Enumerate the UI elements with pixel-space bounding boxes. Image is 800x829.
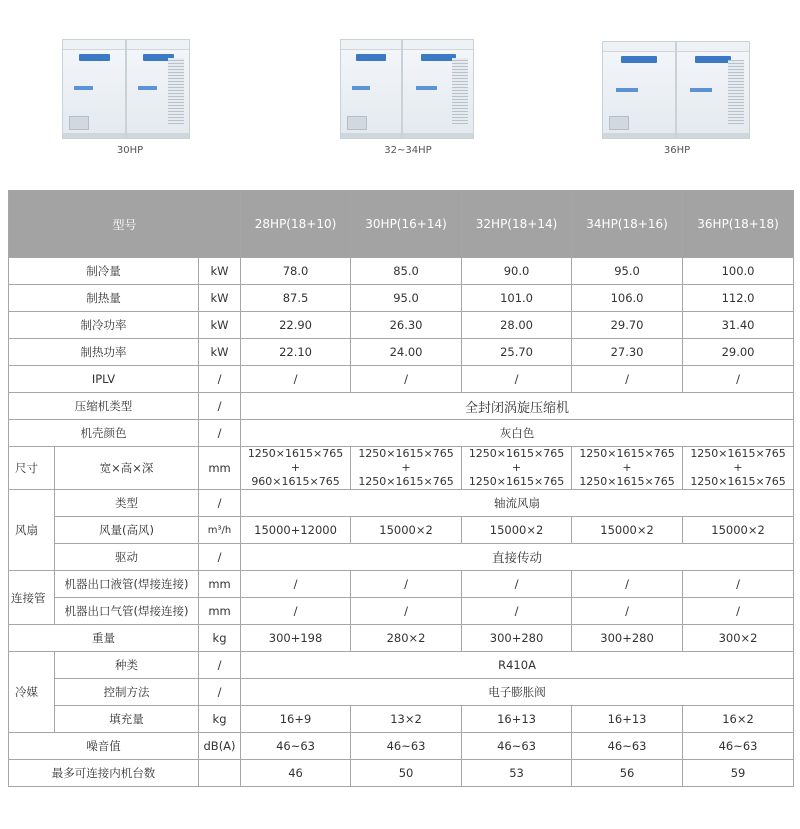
merged-cell: 轴流风扇 [241,490,794,517]
cell: 280×2 [351,625,462,652]
table-row [9,420,794,447]
category-label: 风扇 [9,490,55,571]
cell: 46 [241,760,351,787]
cell: 16+13 [572,706,683,733]
cell: 100.0 [683,258,794,285]
model-header-cell: 34HP(18+16) [572,191,683,258]
cell: 15000×2 [683,517,794,544]
cell: 78.0 [241,258,351,285]
cell: 46~63 [241,733,351,760]
dimension-cell: 1250×1615×765 + 1250×1615×765 [462,447,572,490]
product-label: 30HP [116,145,144,156]
row-label: 制热功率 [9,339,199,366]
row-label: 噪音值 [9,733,199,760]
cell: / [241,598,351,625]
row-unit: kg [199,625,241,652]
row-label: 宽×高×深 [55,447,199,490]
cell: 27.30 [572,339,683,366]
cell: 31.40 [683,312,794,339]
cell: / [683,366,794,393]
cell: 13×2 [351,706,462,733]
cell: / [351,598,462,625]
cell: / [572,366,683,393]
cell: / [462,598,572,625]
category-label: 尺寸 [9,447,55,490]
cell: / [351,571,462,598]
cell: 59 [683,760,794,787]
cell: / [351,366,462,393]
cell: 22.90 [241,312,351,339]
row-label: 重量 [9,625,199,652]
cell: 46~63 [351,733,462,760]
row-unit: mm [199,598,241,625]
spec-table [8,190,794,787]
table-row [9,490,794,517]
product-32-34hp [340,24,475,139]
table-row [9,366,794,393]
cell: 15000×2 [462,517,572,544]
cell: 24.00 [351,339,462,366]
row-unit: / [199,652,241,679]
table-row [9,706,794,733]
row-label: 控制方法 [55,679,199,706]
cell: 26.30 [351,312,462,339]
row-unit: / [199,366,241,393]
cell: 300+280 [572,625,683,652]
merged-cell: R410A [241,652,794,679]
table-row [9,517,794,544]
cell: 15000×2 [351,517,462,544]
cell: 16+9 [241,706,351,733]
cell: 15000+12000 [241,517,351,544]
category-label: 冷媒 [9,652,55,733]
merged-cell: 全封闭涡旋压缩机 [241,393,794,420]
row-label: 填充量 [55,706,199,733]
row-unit: m³/h [199,517,241,544]
model-header-cell: 36HP(18+18) [683,191,794,258]
cell: / [572,598,683,625]
cell: 25.70 [462,339,572,366]
cell: 106.0 [572,285,683,312]
row-label: 制冷功率 [9,312,199,339]
row-unit: / [199,490,241,517]
row-unit: / [199,544,241,571]
row-unit: mm [199,571,241,598]
product-label: 32~34HP [384,145,432,156]
outdoor-unit-image [602,41,750,139]
table-row [9,544,794,571]
row-label: 机器出口气管(焊接连接) [55,598,199,625]
cell: 29.70 [572,312,683,339]
row-label: 机器出口液管(焊接连接) [55,571,199,598]
row-label: 压缩机类型 [9,393,199,420]
merged-cell: 直接传动 [241,544,794,571]
cell: / [241,366,351,393]
row-label: 类型 [55,490,199,517]
dimension-cell: 1250×1615×765 + 960×1615×765 [241,447,351,490]
cell: 46~63 [462,733,572,760]
table-row [9,652,794,679]
cell: 87.5 [241,285,351,312]
product-label: 36HP [663,145,691,156]
table-row [9,339,794,366]
table-row [9,733,794,760]
cell: 56 [572,760,683,787]
cell: 50 [351,760,462,787]
merged-cell: 灰白色 [241,420,794,447]
cell: 101.0 [462,285,572,312]
table-row [9,571,794,598]
outdoor-unit-image [62,39,190,139]
model-header-cell: 32HP(18+14) [462,191,572,258]
product-36hp [602,24,752,139]
cell: 53 [462,760,572,787]
model-header-cell: 30HP(16+14) [351,191,462,258]
row-unit: / [199,420,241,447]
table-row [9,598,794,625]
dimension-cell: 1250×1615×765 + 1250×1615×765 [351,447,462,490]
table-row [9,760,794,787]
table-row [9,312,794,339]
cell: 22.10 [241,339,351,366]
row-label: 驱动 [55,544,199,571]
row-unit: mm [199,447,241,490]
outdoor-unit-image [340,39,474,139]
table-row [9,258,794,285]
cell: 85.0 [351,258,462,285]
row-label: 最多可连接内机台数 [9,760,199,787]
dimension-cell: 1250×1615×765 + 1250×1615×765 [572,447,683,490]
cell: 95.0 [572,258,683,285]
model-header: 型号 [9,191,241,258]
cell: 15000×2 [572,517,683,544]
table-row [9,285,794,312]
cell: 29.00 [683,339,794,366]
cell: / [683,598,794,625]
cell: 90.0 [462,258,572,285]
table-row [9,625,794,652]
row-unit: kW [199,312,241,339]
cell: / [462,366,572,393]
cell: / [462,571,572,598]
cell: 300×2 [683,625,794,652]
cell: 300+280 [462,625,572,652]
table-row [9,447,794,490]
row-unit: kW [199,339,241,366]
cell: 16×2 [683,706,794,733]
row-unit [199,760,241,787]
cell: 16+13 [462,706,572,733]
row-label: 机壳颜色 [9,420,199,447]
cell: / [683,571,794,598]
cell: 95.0 [351,285,462,312]
row-label: 制热量 [9,285,199,312]
cell: 300+198 [241,625,351,652]
product-images [0,0,800,180]
table-row [9,393,794,420]
cell: 28.00 [462,312,572,339]
cell: 46~63 [572,733,683,760]
cell: / [572,571,683,598]
model-header-cell: 28HP(18+10) [241,191,351,258]
row-unit: kW [199,285,241,312]
cell: / [241,571,351,598]
dimension-cell: 1250×1615×765 + 1250×1615×765 [683,447,794,490]
row-label: 种类 [55,652,199,679]
row-unit: kg [199,706,241,733]
row-unit: kW [199,258,241,285]
table-row [9,679,794,706]
row-label: IPLV [9,366,199,393]
category-label: 连接管 [9,571,55,625]
merged-cell: 电子膨胀阀 [241,679,794,706]
cell: 46~63 [683,733,794,760]
row-unit: / [199,393,241,420]
product-30hp [62,24,192,139]
row-unit: dB(A) [199,733,241,760]
row-label: 制冷量 [9,258,199,285]
cell: 112.0 [683,285,794,312]
header-row [9,191,794,258]
row-label: 风量(高风) [55,517,199,544]
row-unit: / [199,679,241,706]
